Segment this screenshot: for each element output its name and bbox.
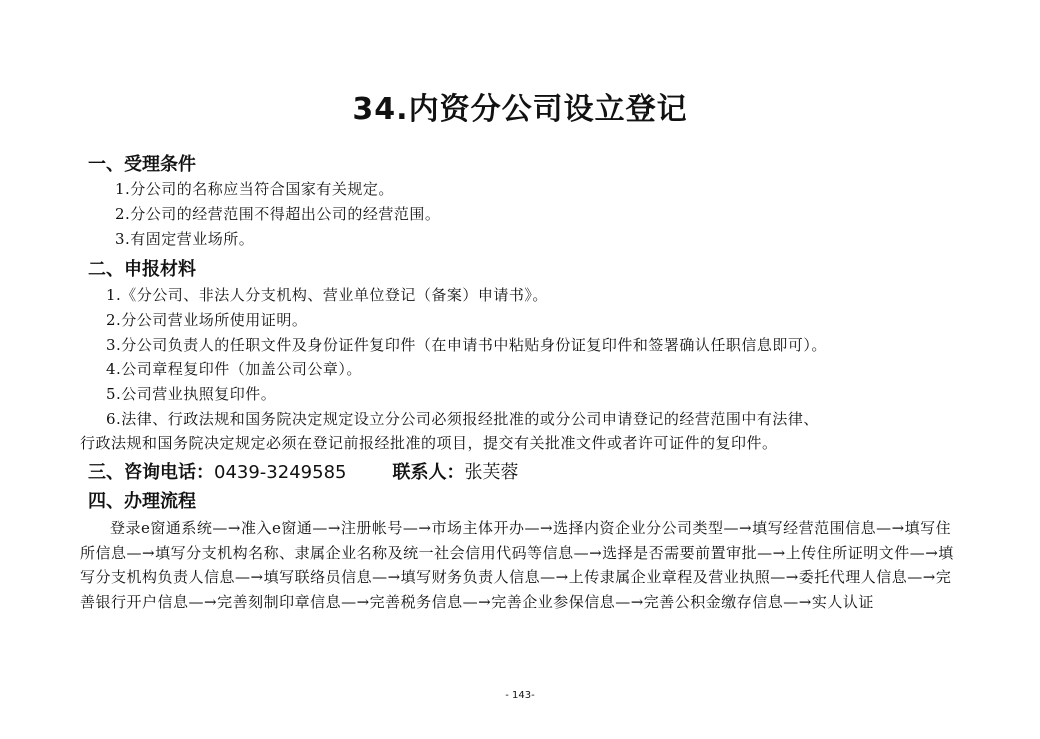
section-heading-acceptance: 一、受理条件 <box>88 154 196 175</box>
phone-number: 0439-3249585 <box>214 462 347 483</box>
acceptance-item-3: 3.有固定营业场所。 <box>115 230 255 248</box>
page-number: - 143- <box>505 690 535 701</box>
materials-item-3: 3.分公司负责人的任职文件及身份证件复印件（在申请书中粘贴身份证复印件和签署确认任职信息即可）。 <box>106 336 827 354</box>
section-heading-materials: 二、申报材料 <box>88 259 196 280</box>
materials-item-6-continued: 行政法规和国务院决定规定必须在登记前报经批准的项目，提交有关批准文件或者许可证件的复印件。 <box>80 434 778 452</box>
section-heading-consultation: 三、咨询电话： <box>88 462 214 483</box>
materials-item-4: 4.公司章程复印件（加盖公司公章）。 <box>106 360 362 378</box>
materials-item-2: 2.分公司营业场所使用证明。 <box>106 311 308 329</box>
materials-item-5: 5.公司营业执照复印件。 <box>106 385 277 403</box>
materials-item-1: 1.《分公司、非法人分支机构、营业单位登记（备案）申请书》。 <box>106 286 548 304</box>
contact-name: 张芙蓉 <box>464 462 519 483</box>
acceptance-item-1: 1.分公司的名称应当符合国家有关规定。 <box>115 180 394 198</box>
acceptance-item-2: 2.分公司的经营范围不得超出公司的经营范围。 <box>115 205 441 223</box>
page-title: 34.内资分公司设立登记 <box>352 92 688 127</box>
section-heading-process: 四、办理流程 <box>88 491 196 512</box>
process-flow-text: 登录e窗通系统—→准入e窗通—→注册帐号—→市场主体开办—→选择内资企业分公司类型—→填写经营范围信息—→填写住所信息—→填写分支机构名称、隶属企业名称及统一社会信用代码等信息—→选择是否需要前置审批—→上传住所证明文件—→填写分支机构负责人信息—→填写联络员信息—→填写财务负责人信息—→上传隶属企业章程及营业执照—→委托代理人信息—→完善银行开户信息—→完善刻制印章信息—→完善税务信息—→完善企业参保信息—→完善公积金缴存信息—→实人认证 <box>80 519 954 611</box>
contact-label: 联系人： <box>392 462 465 483</box>
consultation-line <box>88 458 518 484</box>
materials-item-6: 6.法律、行政法规和国务院决定规定设立分公司必须报经批准的或分公司申请登记的经营范围中有法律、 <box>106 410 819 428</box>
